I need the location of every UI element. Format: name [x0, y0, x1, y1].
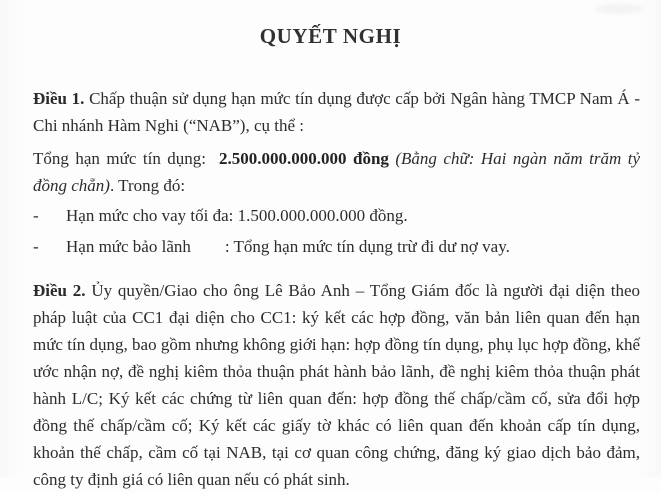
- list-item-loan-limit: [33, 202, 640, 229]
- total-limit-paragraph: [33, 145, 640, 199]
- article-2-paragraph: [33, 277, 640, 493]
- document-title: QUYẾT NGHỊ: [259, 24, 402, 48]
- article-2-body-text: Ủy quyền/Giao cho ông Lê Bảo Anh – Tổng Giám đốc là người đại diện theo pháp luật của CC1 đại diện cho CC1: ký kết các hợp đồng, văn bản liên quan đến hạn mức tín dụng, bao gồm nhưng không giới hạn: hợp đồng tín dụng, phụ lục hợp đồng, khế ước nhận nợ, đề nghị kiêm thỏa thuận phát hành bảo lãnh, đề nghị kiêm thỏa thuận phát hành L/C; Ký kết các chứng từ liên quan đến: hợp đồng thế chấp/cầm cố, sửa đổi hợp đồng thế chấp/cầm cố; Ký kết các giấy tờ khác có liên quan đến khoản cấp tín dụng, khoản thế chấp, cầm cố tại NAB, tại cơ quan công chứng, đăng ký giao dịch bảo đảm, công ty định giá có liên quan nếu có phát sinh.: [33, 281, 641, 489]
- dash-bullet: -: [33, 237, 39, 256]
- total-limit-tail: . Trong đó:: [109, 176, 186, 195]
- scan-artifact: [595, 4, 643, 14]
- total-limit-in-words: (Bằng chữ: Hai ngàn năm trăm tỷ đồng chẵn): [33, 149, 640, 195]
- total-limit-lead: Tổng hạn mức tín dụng:: [33, 149, 219, 168]
- list-item-guarantee-limit: [33, 233, 640, 260]
- article-2-label: Điều 2.: [33, 281, 86, 300]
- loan-limit-text: Hạn mức cho vay tối đa: 1.500.000.000.000 đồng.: [66, 206, 408, 225]
- article-1-label: Điều 1.: [33, 89, 85, 108]
- total-limit-amount: 2.500.000.000.000 đồng: [219, 149, 389, 168]
- guarantee-limit-text: Hạn mức bảo lãnh : Tổng hạn mức tín dụng trừ đi dư nợ vay.: [66, 237, 510, 256]
- dash-bullet: -: [33, 206, 39, 225]
- article-1-paragraph: [33, 85, 640, 139]
- article-1-intro-text: Chấp thuận sử dụng hạn mức tín dụng được cấp bởi Ngân hàng TMCP Nam Á - Chi nhánh Hàm Nghi (“NAB”), cụ thể :: [33, 89, 641, 135]
- limit-list: [33, 202, 640, 260]
